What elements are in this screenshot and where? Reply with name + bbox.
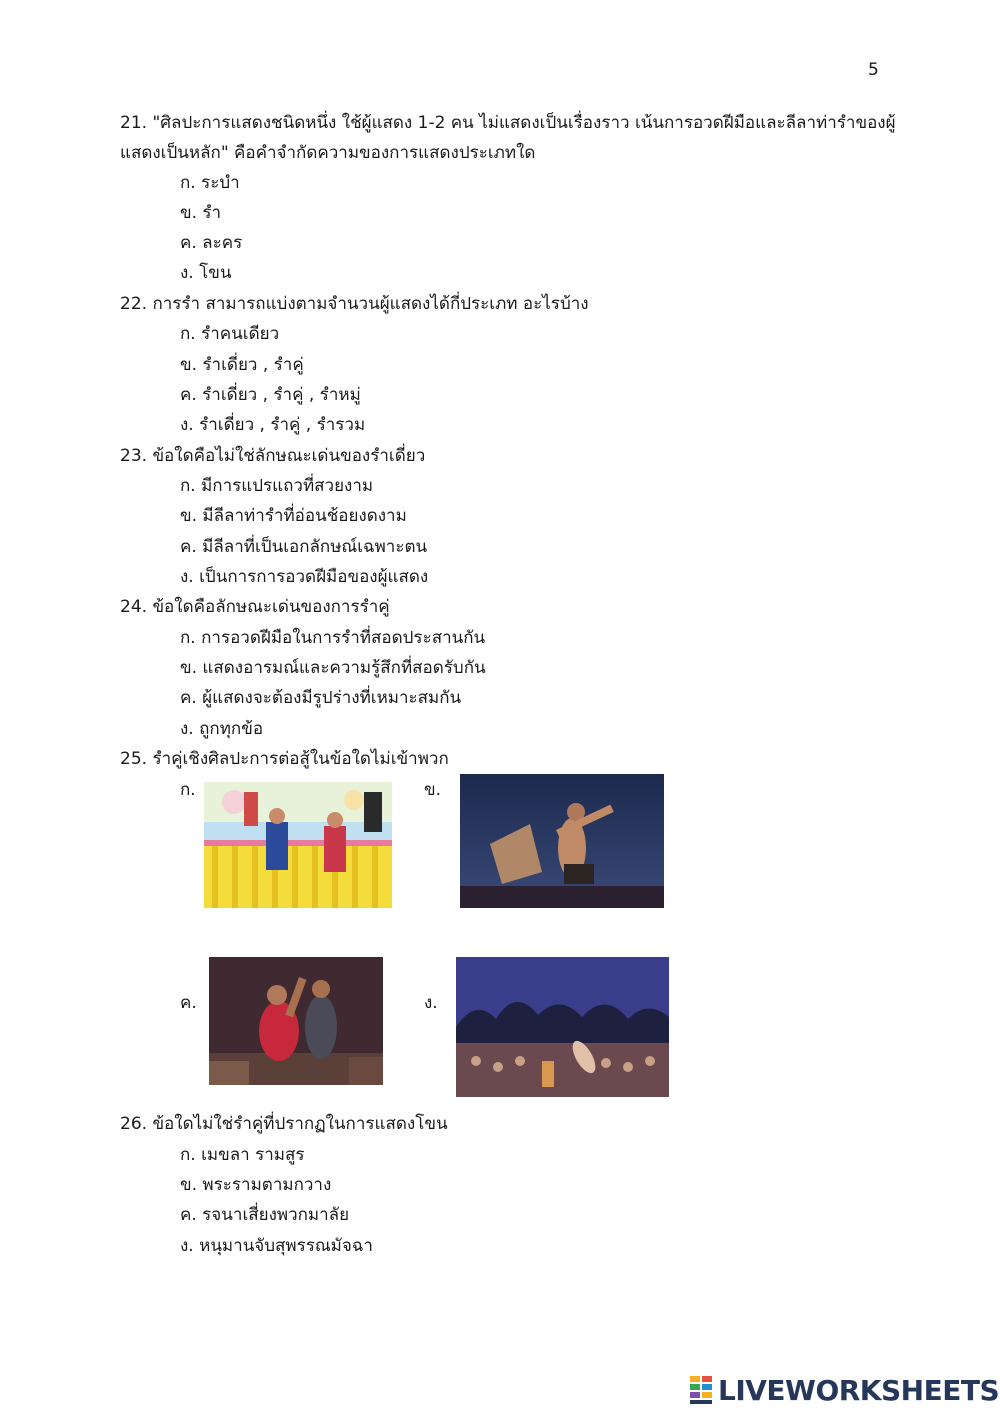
question-26: 26. ข้อใดไม่ใช่รำคู่ที่ปรากฏในการแสดงโขน: [120, 1114, 448, 1134]
q25-photo-b[interactable]: [460, 774, 664, 908]
q25-photo-a[interactable]: [204, 782, 392, 908]
q23-option-d[interactable]: ง. เป็นการการอวดฝีมือของผู้แสดง: [180, 567, 429, 587]
q26-option-d[interactable]: ง. หนุมานจับสุพรรณมัจฉา: [180, 1236, 373, 1256]
q21-option-b[interactable]: ข. รำ: [180, 203, 222, 223]
q22-option-c[interactable]: ค. รำเดี่ยว , รำคู่ , รำหมู่: [180, 385, 361, 405]
q25-label-a[interactable]: ก.: [180, 780, 196, 800]
q21-option-a[interactable]: ก. ระบำ: [180, 173, 240, 193]
q25-photo-d[interactable]: [456, 957, 669, 1097]
q23-option-c[interactable]: ค. มีลีลาที่เป็นเอกลักษณ์เฉพาะตน: [180, 537, 428, 557]
q23-option-b[interactable]: ข. มีลีลาท่ารำที่อ่อนช้อยงดงาม: [180, 506, 407, 526]
q24-option-c[interactable]: ค. ผู้แสดงจะต้องมีรูปร่างที่เหมาะสมกัน: [180, 688, 462, 708]
question-24: 24. ข้อใดคือลักษณะเด่นของการรำคู่: [120, 597, 390, 617]
question-22: 22. การรำ สามารถแบ่งตามจำนวนผู้แสดงได้กี่ประเภท อะไรบ้าง: [120, 294, 589, 314]
liveworksheets-grid-icon: [690, 1376, 714, 1404]
question-21-line-2: แสดงเป็นหลัก" คือคำจำกัดความของการแสดงประเภทใด: [120, 143, 536, 163]
question-21-line-1: 21. "ศิลปะการแสดงชนิดหนึ่ง ใช้ผู้แสดง 1-2 คน ไม่แสดงเป็นเรื่องราว เน้นการอวดฝีมือและลีลาท่ารำของผู้: [120, 113, 896, 133]
question-23: 23. ข้อใดคือไม่ใช่ลักษณะเด่นของรำเดี่ยว: [120, 446, 426, 466]
q22-option-d[interactable]: ง. รำเดี่ยว , รำคู่ , รำรวม: [180, 415, 366, 435]
q25-label-b[interactable]: ข.: [424, 780, 442, 800]
q22-option-b[interactable]: ข. รำเดี่ยว , รำคู่: [180, 355, 304, 375]
q26-option-c[interactable]: ค. รจนาเสี่ยงพวกมาลัย: [180, 1205, 350, 1225]
q22-option-a[interactable]: ก. รำคนเดียว: [180, 324, 280, 344]
q25-label-c[interactable]: ค.: [180, 993, 197, 1013]
q24-option-d[interactable]: ง. ถูกทุกข้อ: [180, 719, 264, 739]
liveworksheets-logo: [690, 1372, 999, 1408]
q24-option-b[interactable]: ข. แสดงอารมณ์และความรู้สึกที่สอดรับกัน: [180, 658, 486, 678]
q26-option-b[interactable]: ข. พระรามตามกวาง: [180, 1175, 332, 1195]
question-25: 25. รำคู่เชิงศิลปะการต่อสู้ในข้อใดไม่เข้าพวก: [120, 749, 449, 769]
q21-option-d[interactable]: ง. โขน: [180, 263, 232, 283]
q26-option-a[interactable]: ก. เมขลา รามสูร: [180, 1145, 305, 1165]
page-number: 5: [868, 60, 879, 80]
q24-option-a[interactable]: ก. การอวดฝีมือในการรำที่สอดประสานกัน: [180, 628, 486, 648]
q21-option-c[interactable]: ค. ละคร: [180, 233, 243, 253]
liveworksheets-wordmark: LIVEWORKSHEETS: [718, 1373, 1000, 1407]
q25-label-d[interactable]: ง.: [424, 993, 438, 1013]
q25-photo-c[interactable]: [209, 957, 383, 1085]
q23-option-a[interactable]: ก. มีการแปรแถวที่สวยงาม: [180, 476, 374, 496]
